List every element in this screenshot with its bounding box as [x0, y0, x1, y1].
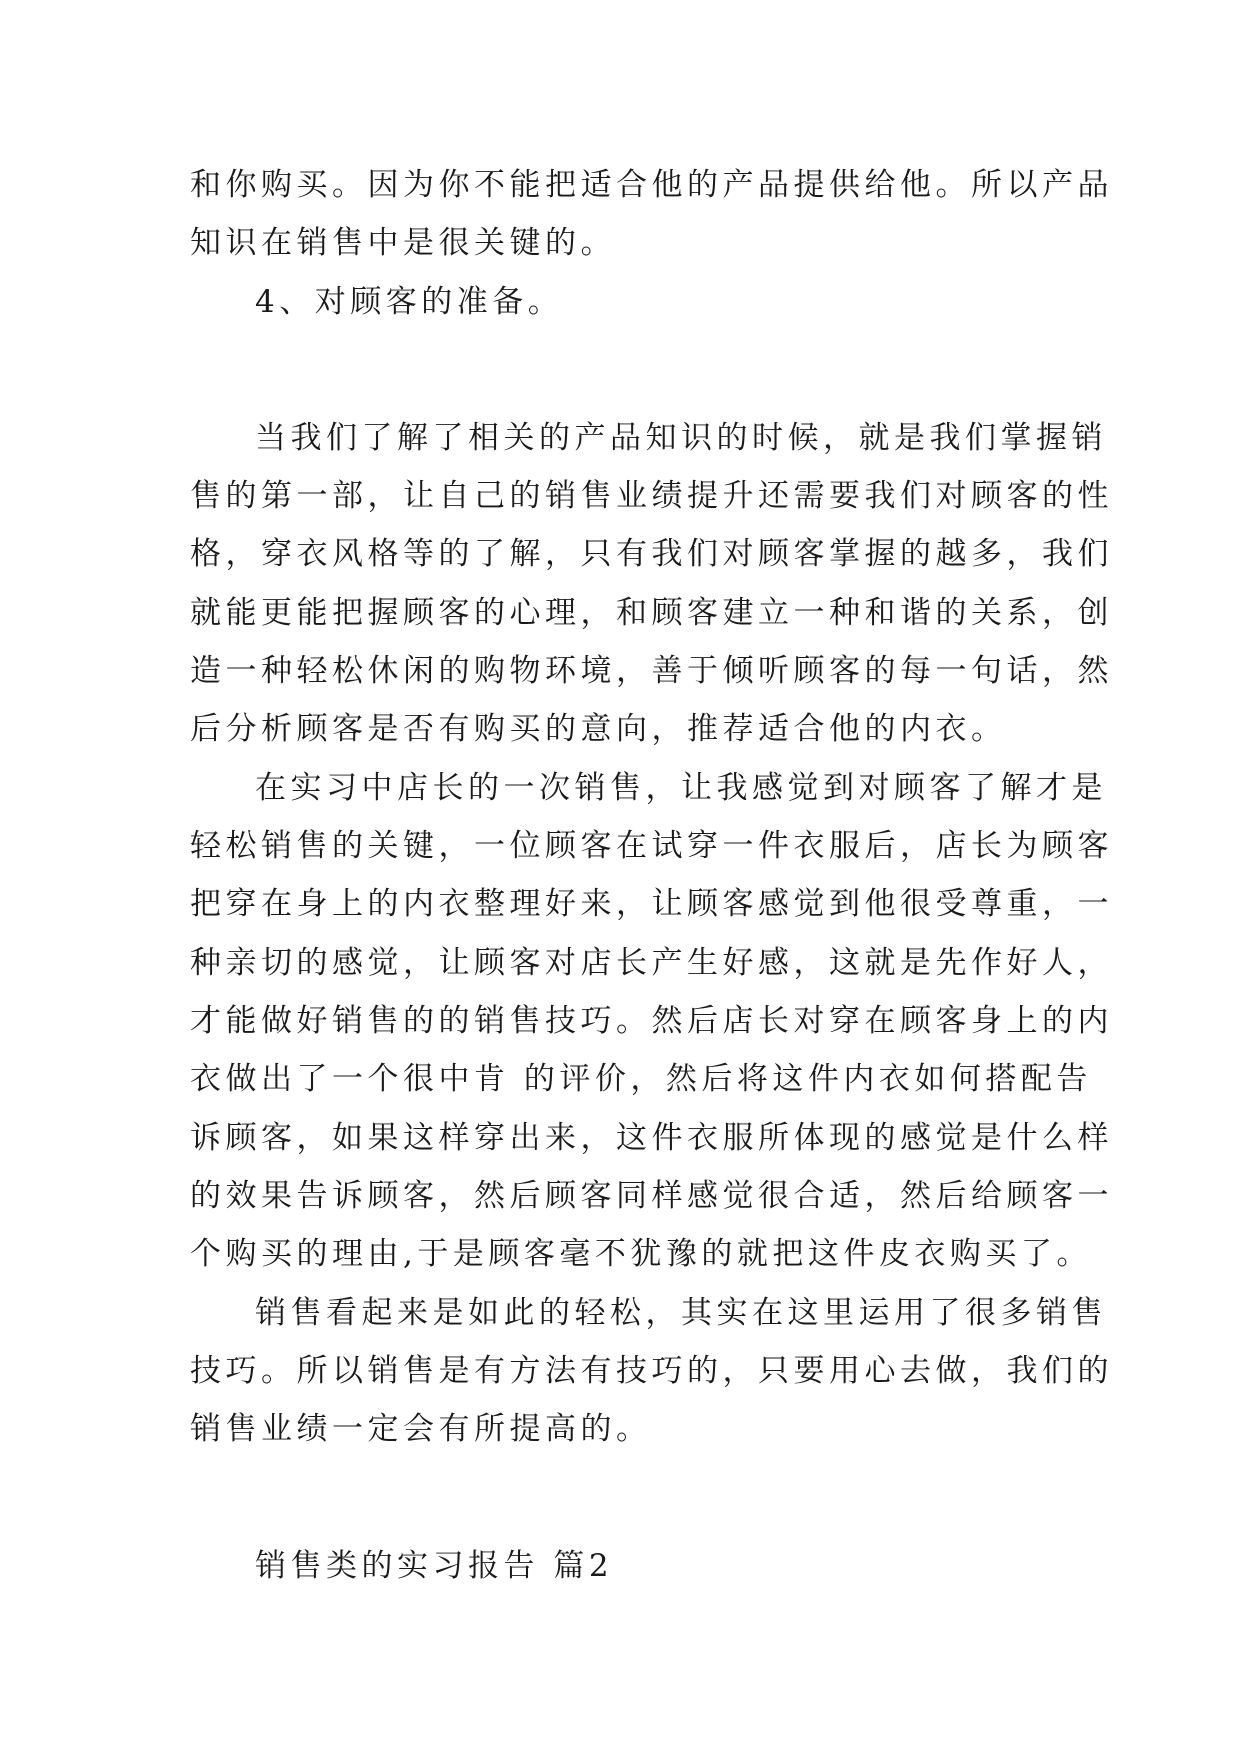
paragraph-line: 和你购买。因为你不能把适合他的产品提供给他。所以产品	[190, 167, 1113, 203]
paragraph-line: 造一种轻松休闲的购物环境，善于倾听顾客的每一句话，然	[190, 653, 1113, 689]
paragraph-line: 的效果告诉顾客，然后顾客同样感觉很合适，然后给顾客一	[190, 1178, 1113, 1214]
paragraph-line: 个购买的理由,于是顾客毫不犹豫的就把这件皮衣购买了。	[190, 1236, 1092, 1272]
paragraph-line: 在实习中店长的一次销售，让我感觉到对顾客了解才是	[255, 770, 1107, 806]
paragraph-line: 技巧。所以销售是有方法有技巧的，只要用心去做，我们的	[190, 1353, 1113, 1389]
paragraph-line: 轻松销售的关键，一位顾客在试穿一件衣服后，店长为顾客	[190, 828, 1113, 864]
paragraph-line: 种亲切的感觉，让顾客对店长产生好感，这就是先作好人，	[190, 945, 1113, 981]
paragraph-line: 销售看起来是如此的轻松，其实在这里运用了很多销售	[255, 1295, 1107, 1331]
paragraph-line: 销售业绩一定会有所提高的。	[190, 1411, 652, 1447]
paragraph-line: 售的第一部，让自己的销售业绩提升还需要我们对顾客的性	[190, 478, 1113, 514]
paragraph-line: 诉顾客，如果这样穿出来，这件衣服所体现的感觉是什么样	[190, 1120, 1113, 1156]
paragraph-line: 就能更能把握顾客的心理，和顾客建立一种和谐的关系，创	[190, 595, 1113, 631]
paragraph-line: 后分析顾客是否有购买的意向，推荐适合他的内衣。	[190, 711, 1007, 747]
section-title: 销售类的实习报告 篇2	[255, 1548, 614, 1584]
paragraph-line: 格，穿衣风格等的了解，只有我们对顾客掌握的越多，我们	[190, 536, 1113, 572]
paragraph-line: 把穿在身上的内衣整理好来，让顾客感觉到他很受尊重，一	[190, 886, 1113, 922]
section-heading: 4、对顾客的准备。	[255, 284, 564, 320]
paragraph-line: 知识在销售中是很关键的。	[190, 225, 616, 261]
paragraph-line: 当我们了解了相关的产品知识的时候，就是我们掌握销	[255, 420, 1107, 456]
paragraph-line: 衣做出了一个很中肯 的评价，然后将这件内衣如何搭配告	[190, 1061, 1092, 1097]
paragraph-line: 才能做好销售的的销售技巧。然后店长对穿在顾客身上的内	[190, 1003, 1113, 1039]
